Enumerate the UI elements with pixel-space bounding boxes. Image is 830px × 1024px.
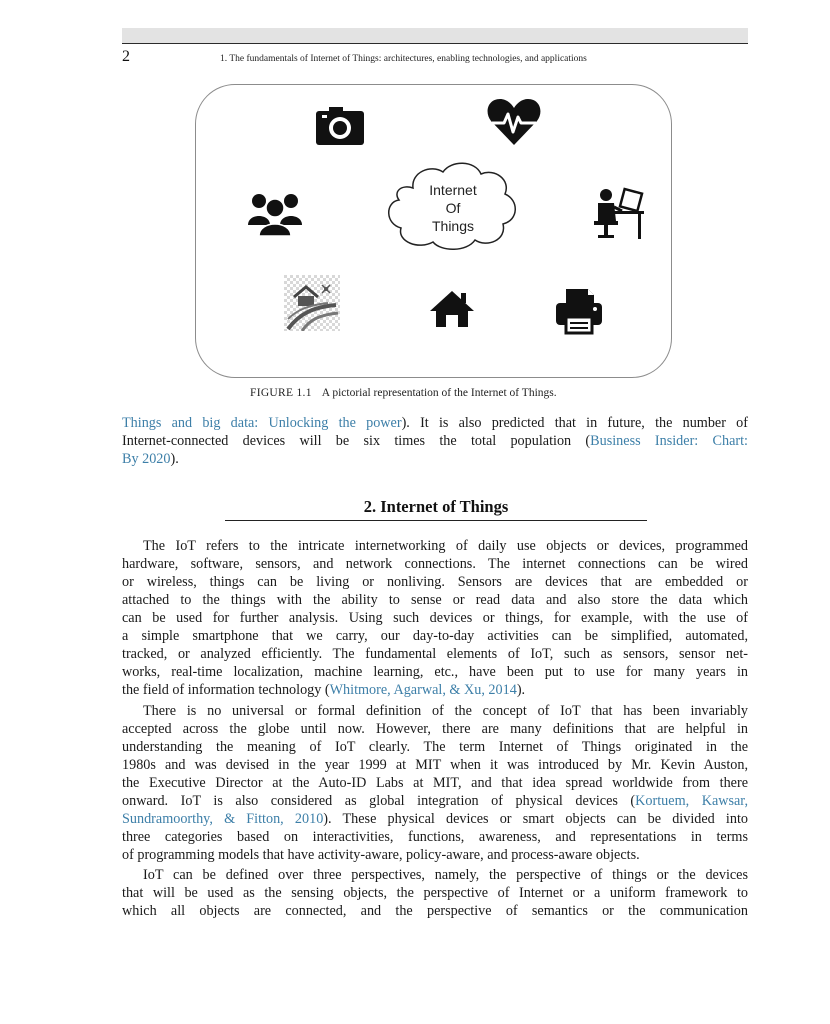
cloud-line-2: Of: [445, 200, 461, 216]
cloud-line-3: Things: [431, 218, 475, 234]
citation-link[interactable]: Whitmore, Agarwal, & Xu, 2014: [329, 682, 517, 698]
citation-link[interactable]: Kortuem, Kawsar,: [635, 793, 749, 809]
printer-icon: [554, 287, 604, 335]
section-title: 2. Internet of Things: [225, 497, 647, 521]
running-head: 1. The fundamentals of Internet of Things: architectures, enabling technologies, and applications: [220, 54, 587, 64]
figure-caption-text: A pictorial representation of the Internet of Things.: [321, 387, 557, 399]
internet-of-things-cloud: [383, 158, 523, 253]
paragraph-iot-definition: The IoT refers to the intricate internetworking of daily use objects or devices, programmed hardware, software, sensors, and network connections. The internet connections can be wired or wireless, things can be living or nonliving. Sensors are devices that are embedded or attached to the things with the ability to sense or read data and also store the data which can be used for further analysis. Using such devices or things, for example, with the use of a simple smartphone that we carry, our day-to-day activities can be simplified, automated, tracked, or analyzed efficiently. The fundamental elements of IoT, such as sensors, sensor net- works, real-time localization, machine learning, etc., have been put to use for many years in the field of information technology (Whitmore, Agarwal, & Xu, 2014).: [122, 538, 748, 698]
person-at-desk-icon: [592, 185, 650, 243]
paragraph-intro-continuation: Things and big data: Unlocking the power). It is also predicted that in future, the number of Internet-connected devices will be six times the total population (Business Insider: Chart: By 2020).: [122, 415, 748, 467]
figure-caption: [250, 387, 557, 399]
people-icon: [246, 191, 304, 237]
cloud-line-1: Internet: [429, 182, 477, 198]
heart-rate-icon: [486, 97, 542, 147]
iot-figure: [195, 84, 672, 378]
citation-link[interactable]: By 2020: [122, 451, 171, 467]
paragraph-iot-perspectives: IoT can be defined over three perspectives, namely, the perspective of things or the devices that will be used as the sensing objects, the perspective of Internet or a uniform framework to which all objects are connected, and the perspective of semantics or the communication: [122, 867, 748, 919]
page-number: 2: [122, 48, 130, 65]
citation-link[interactable]: Sundramoorthy, & Fitton, 2010: [122, 811, 324, 827]
home-icon: [428, 289, 476, 329]
header-bar: [122, 28, 748, 44]
figure-label: FIGURE 1.1: [250, 387, 312, 399]
citation-link[interactable]: Business Insider: Chart:: [590, 433, 748, 449]
citation-link[interactable]: Things and big data: Unlocking the power: [122, 415, 402, 431]
paragraph-iot-history: There is no universal or formal definition of the concept of IoT that has been invariably accepted across the globe until now. However, there are many definitions that are helpful in understanding the meaning of IoT clearly. The term Internet of Things originated in the 1980s and was devised in the year 1999 at MIT when it was introduced by Mr. Kevin Auston, the Executive Director at the Auto-ID Labs at MIT, and that idea spread worldwide from there onward. IoT is also considered as global integration of physical devices (Kortuem, Kawsar, Sundramoorthy, & Fitton, 2010). These physical devices or smart objects can be divided into three categories based on interactivities, functions, awareness, and representations in terms of programming models that have activity-aware, policy-aware, and process-aware objects.: [122, 703, 749, 863]
camera-icon: [314, 105, 366, 147]
smart-farm-icon: [284, 275, 340, 331]
